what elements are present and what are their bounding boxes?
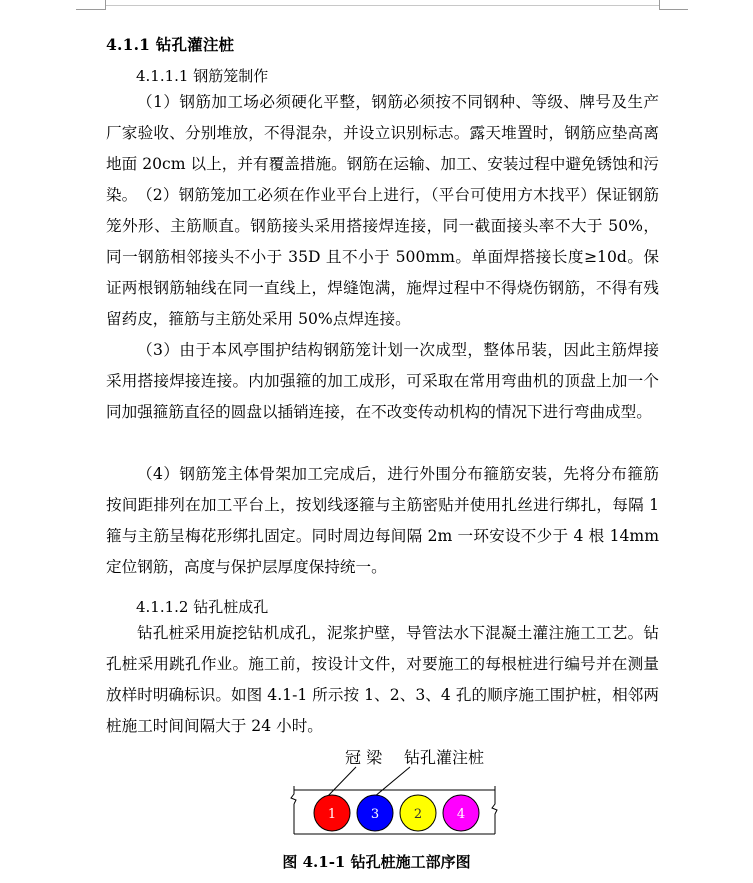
pile-number-3: 3 (370, 807, 380, 822)
pile-number-2: 2 (413, 807, 423, 822)
leader-line-beam (326, 767, 356, 798)
paragraph-3: （3）由于本风亭围护结构钢筋笼计划一次成型，整体吊装，因此主筋焊接采用搭接焊接连接。内加强箍的加工成形，可采取在常用弯曲机的顶盘上加一个同加强箍筋直径的圆盘以插销连接，在不改变传动机构的情况下进行弯曲成型。 (106, 341, 659, 421)
pile-circles (314, 795, 479, 831)
pile-diagram (290, 742, 500, 842)
figure-caption: 图 4.1-1 钻孔桩施工部序图 (282, 853, 471, 871)
subsection-title-1: 4.1.1.1 钢筋笼制作 (136, 67, 269, 85)
subsection-title-2: 4.1.1.2 钻孔桩成孔 (136, 598, 269, 616)
pile-number-4: 4 (456, 807, 466, 822)
margin-mark-right-h (659, 9, 688, 10)
margin-mark-left-h (76, 9, 105, 10)
paragraph-5: 钻孔桩采用旋挖钻机成孔，泥浆护壁，导管法水下混凝土灌注施工工艺。钻孔桩采用跳孔作业。施工前，按设计文件，对要施工的每根桩进行编号并在测量放样时明确标识。如图 4.1-1 所示按 1、2、3、4 孔的顺序施工围护桩，相邻两桩施工时间间隔大于 24 小时。 (106, 624, 659, 735)
break-mark-right (492, 786, 497, 834)
margin-mark-right-v (659, 0, 660, 10)
paragraph-2: （2）钢筋笼加工必须在作业平台上进行，（平台可使用方木找平）保证钢筋笼外形、主筋顺直。钢筋接头采用搭接焊连接，同一截面接头率不大于 50%，同一钢筋相邻接头不小于 35D 且不小于 500mm。单面焊搭接长度≥10d。保证两根钢筋轴线在同一直线上，焊缝饱满，施焊过程中不得烧伤钢筋，不得有残留药皮，箍筋与主筋处采用 50%点焊连接。 (106, 186, 659, 328)
header-rule (106, 5, 659, 6)
leader-line-pile (374, 767, 410, 797)
section-heading: 4.1.1 钻孔灌注桩 (106, 35, 235, 54)
paragraph-1: （1）钢筋加工场必须硬化平整，钢筋必须按不同钢种、等级、牌号及生产厂家验收、分别堆放，不得混杂，并设立识别标志。露天堆置时，钢筋应垫高离地面 20cm 以上，并有覆盖措施。钢筋在运输、加工、安装过程中避免锈蚀和污染。 (106, 93, 659, 204)
break-mark-left-top (291, 786, 296, 804)
label-crown-beam: 冠 梁 (345, 748, 383, 767)
pile-sequence-figure (290, 742, 500, 842)
paragraph-4: （4）钢筋笼主体骨架加工完成后，进行外围分布箍筋安装，先将分布箍筋按间距排列在加工平台上，按划线逐箍与主筋密贴并使用扎丝进行绑扎，每隔 1 箍与主筋呈梅花形绑扎固定。同时周边每间隔 2m 一环安设不少于 4 根 14mm 定位钢筋，高度与保护层厚度保持统一。 (106, 465, 659, 576)
label-bored-pile: 钻孔灌注桩 (404, 748, 485, 767)
pile-number-1: 1 (327, 807, 337, 822)
